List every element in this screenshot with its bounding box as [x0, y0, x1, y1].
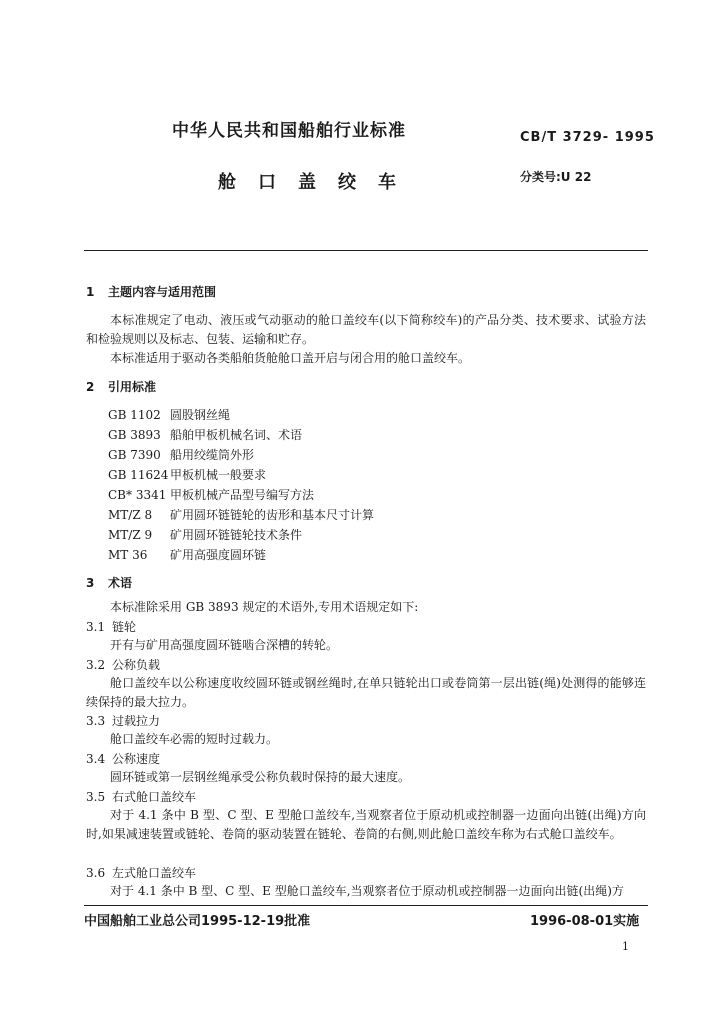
reference-title: 甲板机械产品型号编写方法: [170, 488, 315, 502]
effective-date: 1996-08-01实施: [530, 914, 640, 929]
reference-item: [108, 446, 254, 463]
term-heading: [86, 712, 160, 729]
reference-code: GB 11624: [108, 468, 169, 482]
term-definition: 对于 4.1 条中 B 型、C 型、E 型舱口盖绞车,当观察者位于原动机或控制器一边面向出链(出绳)方: [110, 884, 624, 898]
section-title: 主题内容与适用范围: [108, 285, 217, 299]
term-number: 3.4: [86, 752, 106, 766]
reference-title: 圆股钢丝绳: [170, 408, 231, 422]
term-number: 3.5: [86, 790, 106, 804]
section-number: 1: [86, 285, 95, 299]
reference-title: 矿用圆环链链轮的齿形和基本尺寸计算: [170, 508, 375, 522]
section-title: 术语: [108, 576, 133, 590]
reference-code: MT 36: [108, 548, 148, 562]
standard-number: CB/T 3729- 1995: [520, 130, 655, 145]
term-definition: 舱口盖绞车必需的短时过载力。: [110, 732, 279, 746]
reference-title: 矿用高强度圆环链: [170, 548, 267, 562]
reference-code: GB 3893: [108, 428, 161, 442]
term-name: 过载拉力: [112, 714, 161, 728]
header-divider: [84, 250, 648, 251]
term-name: 链轮: [112, 620, 137, 634]
section-number: 2: [86, 380, 95, 394]
footer-divider: [84, 905, 648, 906]
paragraph: 本标准除采用 GB 3893 规定的术语外,专用术语规定如下:: [110, 600, 419, 614]
term-definition: 开有与矿用高强度圆环链啮合深槽的转轮。: [110, 638, 339, 652]
reference-item: [108, 426, 302, 443]
section-title: 引用标准: [108, 380, 157, 394]
reference-item: [108, 526, 302, 543]
reference-code: MT/Z 9: [108, 528, 153, 542]
term-heading: [86, 750, 160, 767]
reference-title: 矿用圆环链链轮技术条件: [170, 528, 303, 542]
reference-title: 船用绞缆筒外形: [170, 448, 255, 462]
reference-code: MT/Z 8: [108, 508, 153, 522]
term-number: 3.3: [86, 714, 106, 728]
term-name: 公称速度: [112, 752, 161, 766]
section-1-heading: [86, 283, 216, 300]
reference-title: 甲板机械一般要求: [170, 468, 267, 482]
classification-code: 分类号:U 22: [520, 170, 592, 184]
term-definition: 对于 4.1 条中 B 型、C 型、E 型舱口盖绞车,当观察者位于原动机或控制器一边面向出链(出绳)方向时,如果减速装置或链轮、卷筒的驱动装置在链轮、卷筒的右侧,则此舱口盖绞车称为右式舱口盖绞车。: [86, 808, 646, 841]
term-heading: [86, 656, 160, 673]
reference-code: CB* 3341: [108, 488, 167, 502]
reference-item: [108, 486, 314, 503]
term-name: 右式舱口盖绞车: [112, 790, 197, 804]
term-heading: [86, 788, 196, 805]
section-2-heading: [86, 378, 156, 395]
term-definition: 舱口盖绞车以公称速度收绞圆环链或钢丝绳时,在单只链轮出口或卷筒第一层出链(绳)处测得的能够连续保持的最大拉力。: [86, 676, 646, 709]
reference-code: GB 1102: [108, 408, 161, 422]
term-name: 公称负载: [112, 658, 161, 672]
section-3-heading: [86, 574, 132, 591]
org-title: 中华人民共和国船舶行业标准: [172, 121, 406, 141]
term-number: 3.2: [86, 658, 106, 672]
reference-item: [108, 406, 230, 423]
term-number: 3.6: [86, 866, 106, 880]
approval-date: 中国船舶工业总公司1995-12-19批准: [84, 914, 311, 929]
reference-item: [108, 466, 266, 483]
term-heading: [86, 864, 196, 881]
reference-item: [108, 506, 374, 523]
paragraph: 本标准规定了电动、液压或气动驱动的舱口盖绞车(以下简称绞车)的产品分类、技术要求、试验方法和检验规则以及标志、包装、运输和贮存。: [86, 313, 646, 346]
paragraph: 本标准适用于驱动各类船舶货舱舱口盖开启与闭合用的舱口盖绞车。: [110, 351, 471, 365]
term-definition: 圆环链或第一层钢丝绳承受公称负载时保持的最大速度。: [110, 770, 411, 784]
page-number: 1: [622, 940, 629, 953]
reference-code: GB 7390: [108, 448, 161, 462]
reference-title: 船舶甲板机械名词、术语: [170, 428, 303, 442]
section-number: 3: [86, 576, 95, 590]
term-heading: [86, 618, 136, 635]
term-number: 3.1: [86, 620, 106, 634]
document-title: 舱口盖绞车: [218, 172, 418, 193]
reference-item: [108, 546, 266, 563]
term-name: 左式舱口盖绞车: [112, 866, 197, 880]
